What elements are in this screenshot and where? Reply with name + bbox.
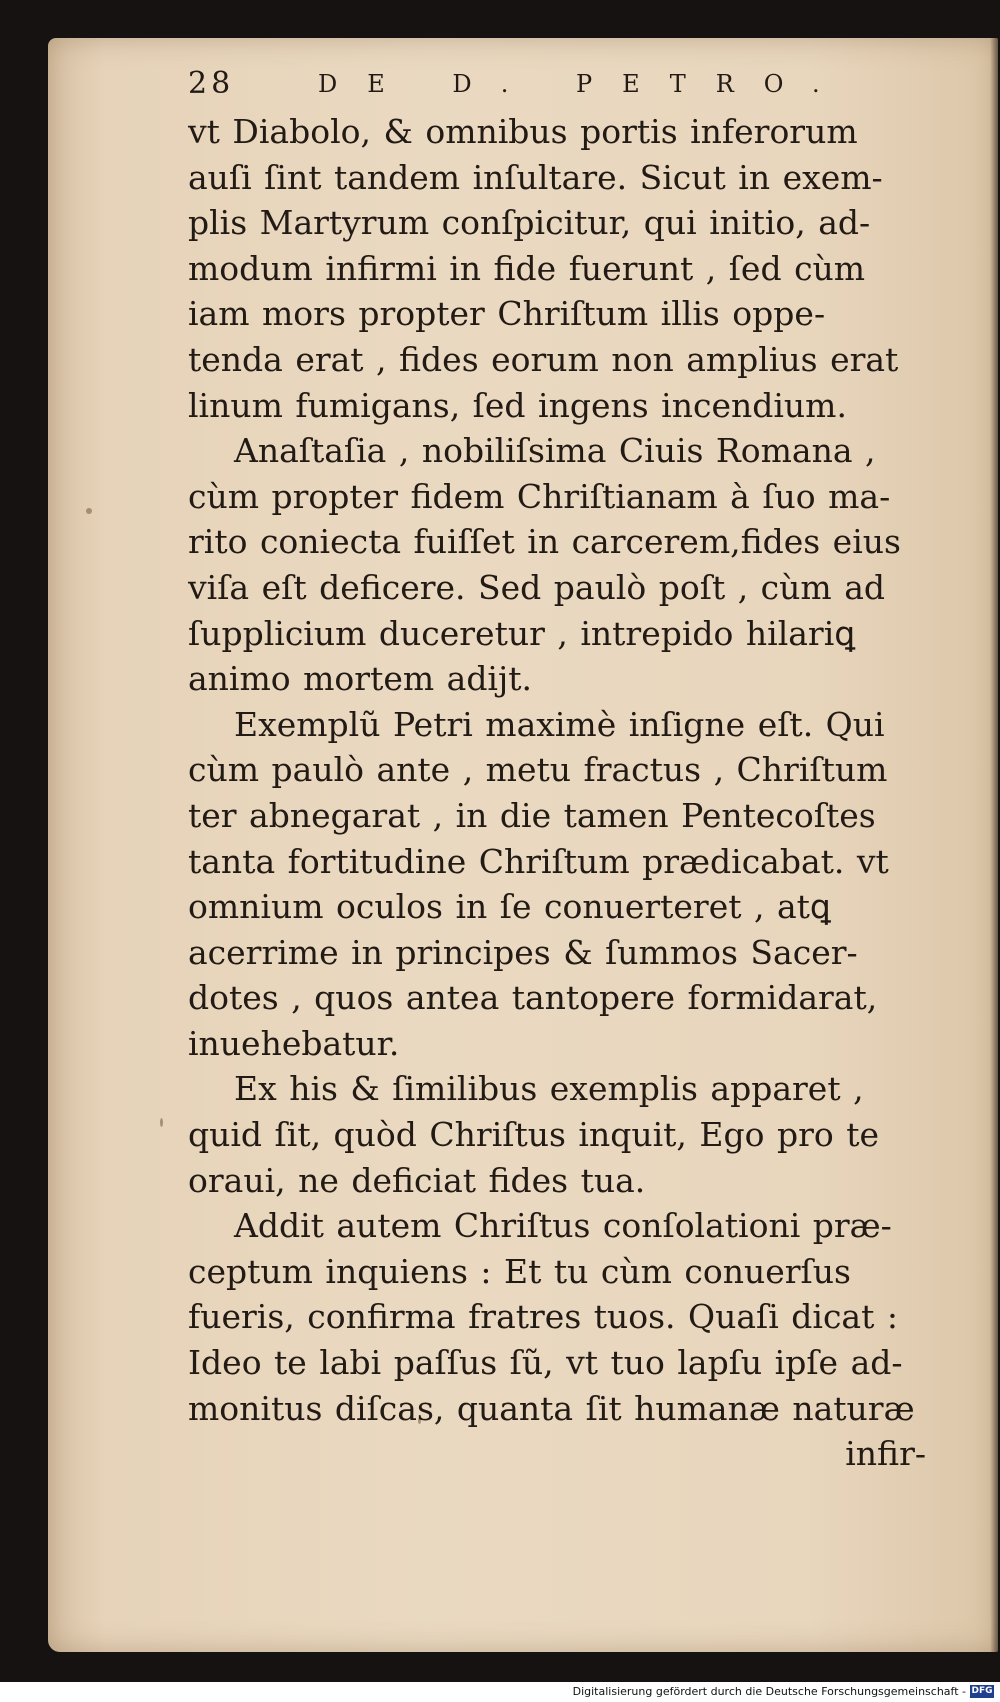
text-line: monitus diſcas, quanta ſit humanæ naturæ [188, 1388, 915, 1428]
text-line: Addit autem Chriſtus conſolationi præ- [234, 1206, 892, 1246]
running-head [188, 62, 928, 1474]
header-title: DE D. PETRO. [318, 70, 850, 98]
body-text [188, 112, 926, 1480]
text-line: linum fumigans, ſed ingens incendium. [188, 385, 847, 425]
text-line: vt Diabolo, & omnibus portis inferorum [188, 112, 858, 151]
text-line: viſa eſt deficere. Sed paulò poſt , cùm ad [188, 567, 885, 607]
text-line: tenda erat , fides eorum non amplius erat [188, 339, 899, 379]
text-line: acerrime in principes & ſummos Sacer- [188, 932, 858, 972]
text-line: ſupplicium duceretur , intrepido hilariꝗ [188, 613, 856, 653]
text-line: oraui, ne deficiat fides tua. [188, 1160, 646, 1200]
text-line: iam mors propter Chriſtum illis oppe- [188, 294, 826, 334]
text-line: Ex his & ſimilibus exemplis apparet , [234, 1069, 864, 1109]
foxing-spot [86, 508, 92, 514]
footer-strip [0, 1682, 1000, 1702]
text-line: rito coniecta fuiſſet in carcerem,fides eius [188, 522, 901, 562]
dfg-logo-icon: DFG [971, 1686, 993, 1696]
text-line: Ideo te labi paſſus ſũ, vt tuo lapſu ipſe ad- [188, 1343, 903, 1383]
text-line: tanta fortitudine Chriſtum prædicabat. vt [188, 841, 889, 881]
text-line: cùm propter fidem Chriſtianam à ſuo ma- [188, 476, 891, 516]
text-line: plis Martyrum conſpicitur, qui initio, ad- [188, 203, 871, 243]
page-number: 28 [188, 66, 235, 101]
text-line: quid ſit, quòd Chriſtus inquit, Ego pro te [188, 1115, 879, 1155]
text-line: auſi ſint tandem inſultare. Sicut in exem- [188, 157, 883, 197]
text-line: modum infirmi in fide fuerunt , ſed cùm [188, 248, 866, 288]
text-line: ter abnegarat , in die tamen Pentecoſtes [188, 795, 876, 835]
text-line: ceptum inquiens : Et tu cùm conuerſus [188, 1251, 851, 1291]
text-line: fueris, confirma fratres tuos. Quaſi dicat : [188, 1297, 898, 1337]
text-line: Anaſtaſia , nobiliſsima Ciuis Romana , [234, 431, 876, 471]
text-line: inuehebatur. [188, 1023, 400, 1063]
foxing-spot [160, 1118, 163, 1127]
text-line: cùm paulò ante , metu fractus , Chriſtum [188, 750, 888, 790]
text-line: dotes , quos antea tantopere formidarat, [188, 978, 878, 1018]
text-line: omnium oculos in ſe conuerteret , atꝗ [188, 887, 831, 927]
footer-credit: Digitalisierung gefördert durch die Deutsche Forschungsgemeinschaft - [572, 1685, 966, 1698]
text-line: animo mortem adijt. [188, 659, 532, 699]
text-line: Exemplũ Petri maximè inſigne eſt. Qui [234, 704, 885, 744]
text-line: infir- [845, 1434, 926, 1474]
